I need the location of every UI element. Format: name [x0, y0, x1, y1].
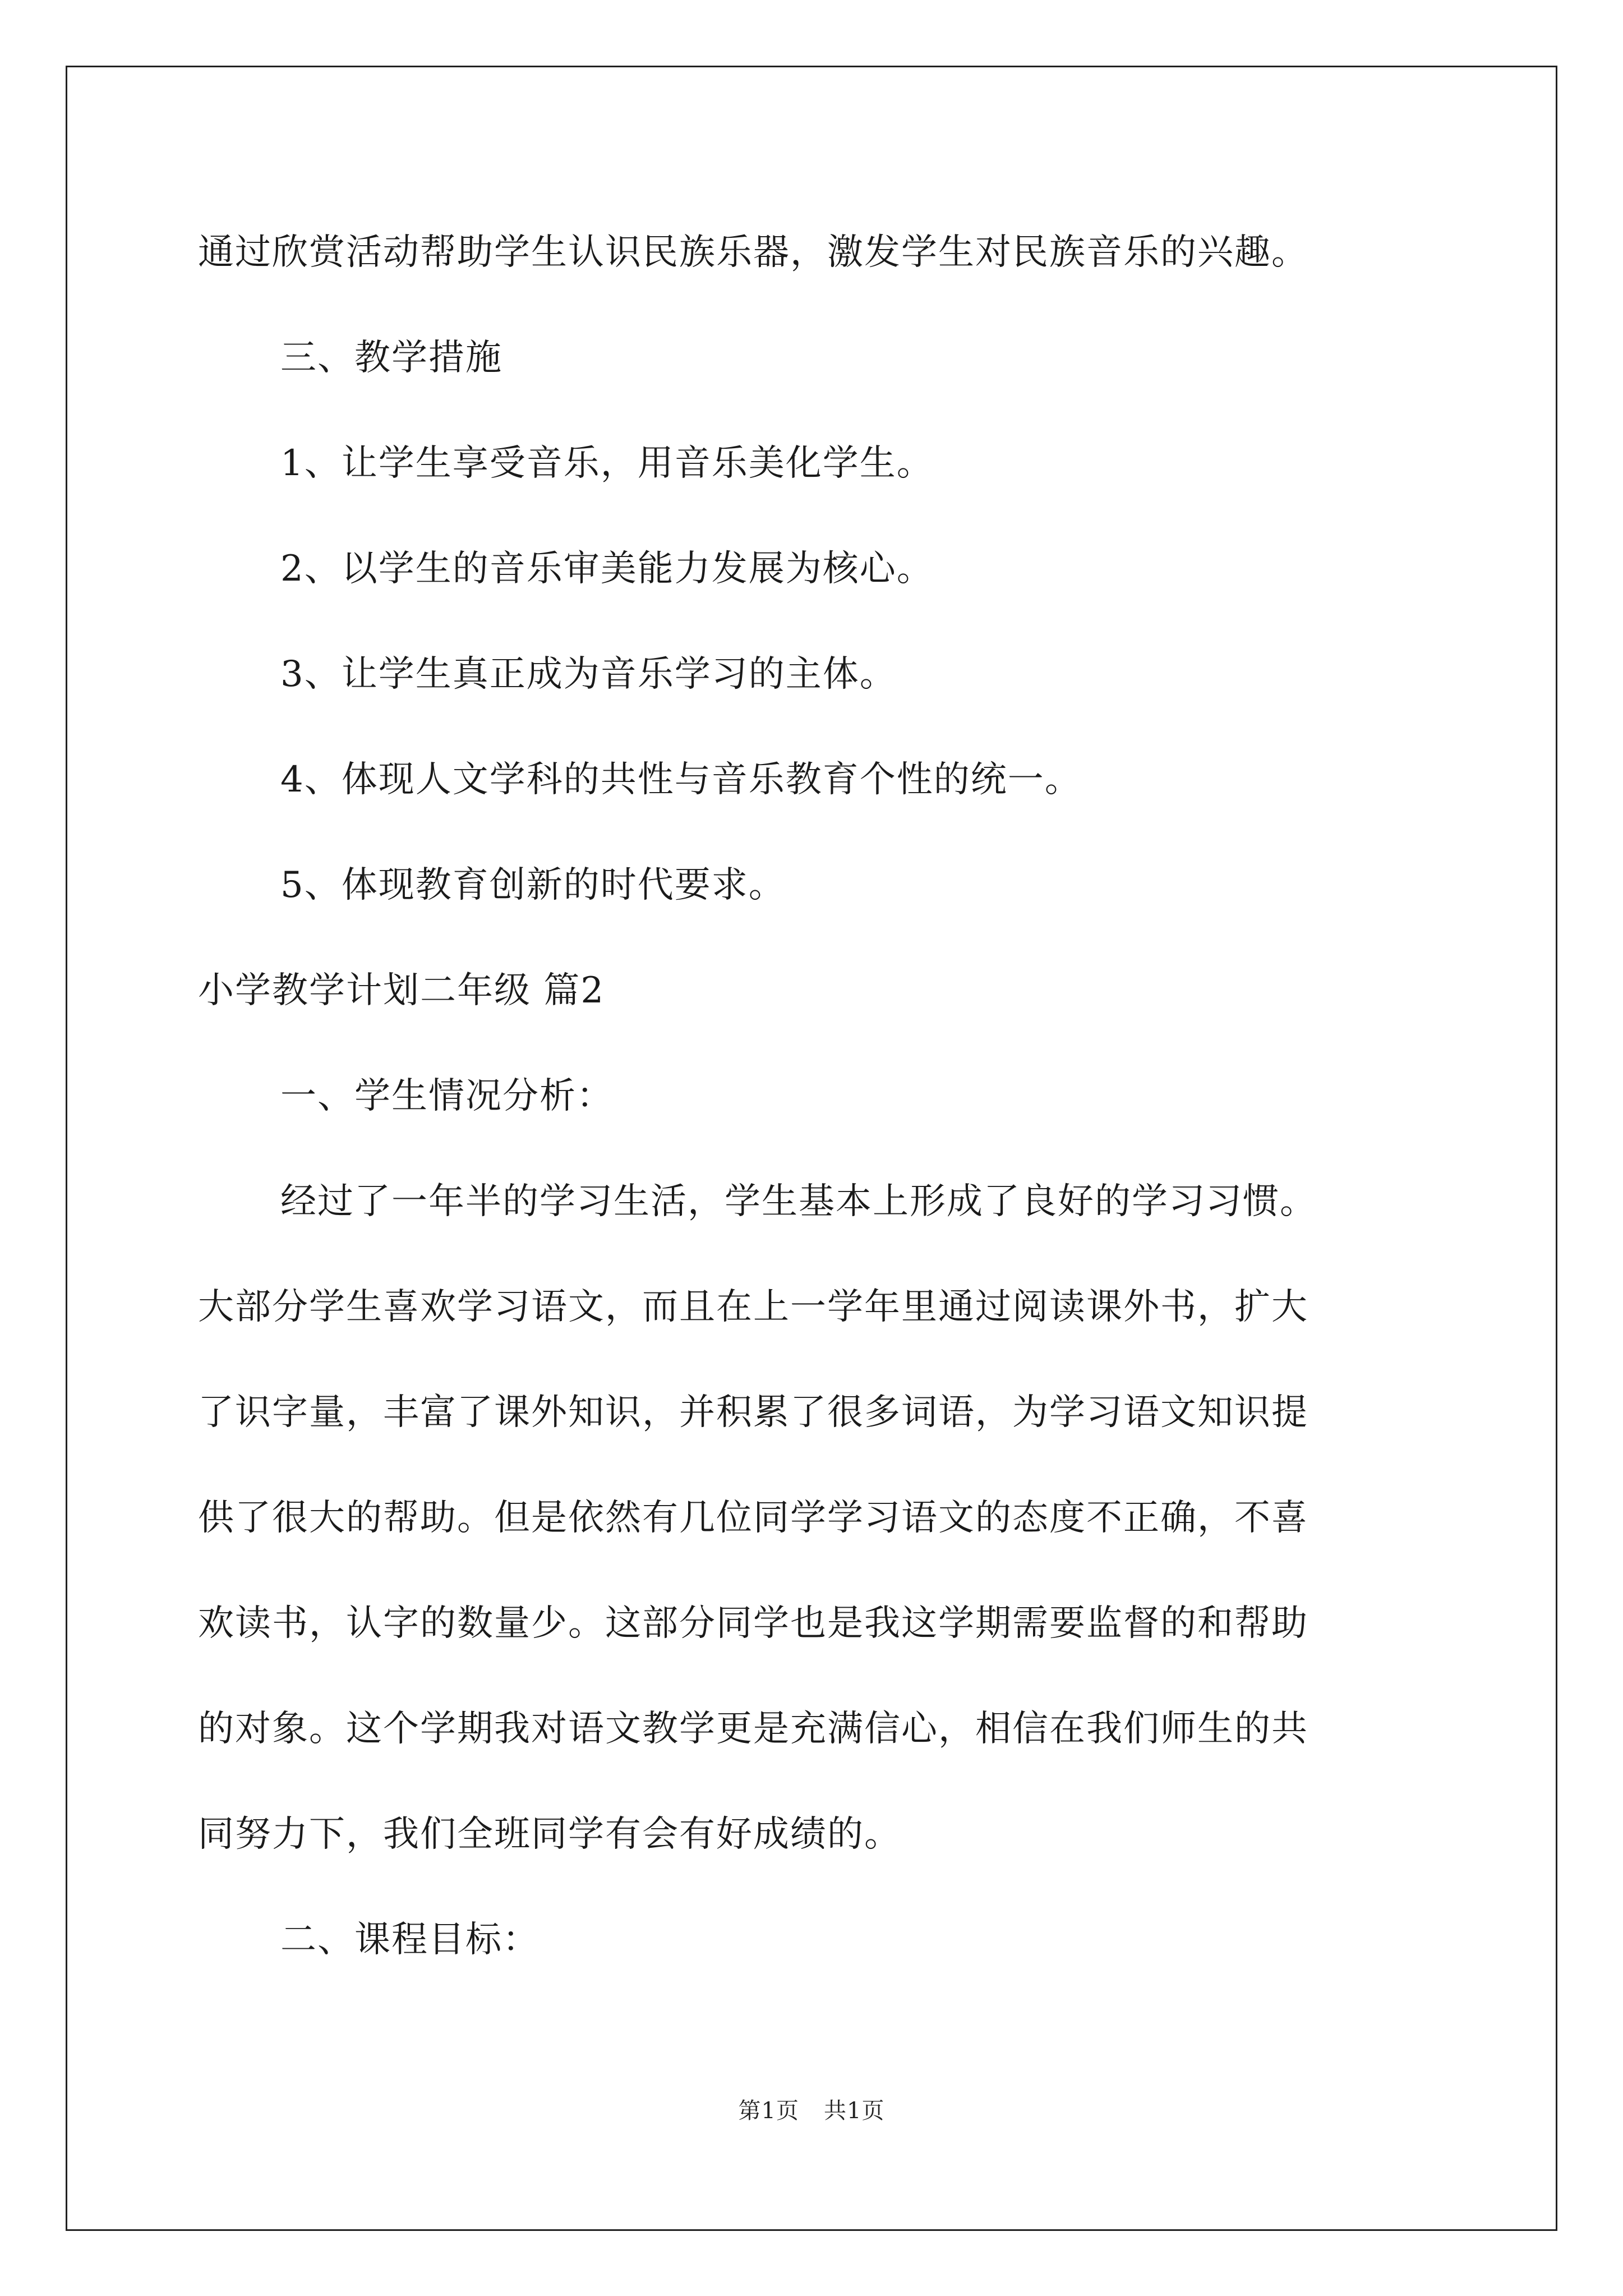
paragraph-line: 的对象。这个学期我对语文教学更是充满信心，相信在我们师生的共 — [198, 1708, 1308, 1750]
page-number: 第1页 — [738, 2098, 799, 2124]
list-item: 3、让学生真正成为音乐学习的主体。 — [280, 654, 897, 695]
page-footer — [0, 2095, 1623, 2127]
article-title: 小学教学计划二年级 篇2 — [198, 970, 605, 1011]
paragraph-line: 供了很大的帮助。但是依然有几位同学学习语文的态度不正确，不喜 — [198, 1497, 1308, 1539]
paragraph-line: 欢读书，认字的数量少。这部分同学也是我这学期需要监督的和帮助 — [198, 1603, 1308, 1644]
paragraph-line: 同努力下，我们全班同学有会有好成绩的。 — [198, 1814, 901, 1855]
section-heading: 三、教学措施 — [280, 337, 502, 379]
page-total: 共1页 — [824, 2098, 885, 2124]
list-item: 5、体现教育创新的时代要求。 — [280, 864, 786, 906]
section-heading: 二、课程目标： — [280, 1919, 540, 1961]
paragraph-line: 经过了一年半的学习生活，学生基本上形成了良好的学习习惯。 — [280, 1181, 1317, 1222]
paragraph-line: 大部分学生喜欢学习语文，而且在上一学年里通过阅读课外书，扩大 — [198, 1286, 1308, 1328]
section-heading: 一、学生情况分析： — [280, 1075, 614, 1117]
page-border — [66, 66, 1557, 2231]
list-item: 1、让学生享受音乐，用音乐美化学生。 — [280, 443, 934, 484]
list-item: 4、体现人文学科的共性与音乐教育个性的统一。 — [280, 759, 1082, 800]
paragraph-line: 通过欣赏活动帮助学生认识民族乐器，激发学生对民族音乐的兴趣。 — [198, 232, 1308, 273]
list-item: 2、以学生的音乐审美能力发展为核心。 — [280, 548, 934, 590]
paragraph-line: 了识字量，丰富了课外知识，并积累了很多词语，为学习语文知识提 — [198, 1392, 1308, 1433]
